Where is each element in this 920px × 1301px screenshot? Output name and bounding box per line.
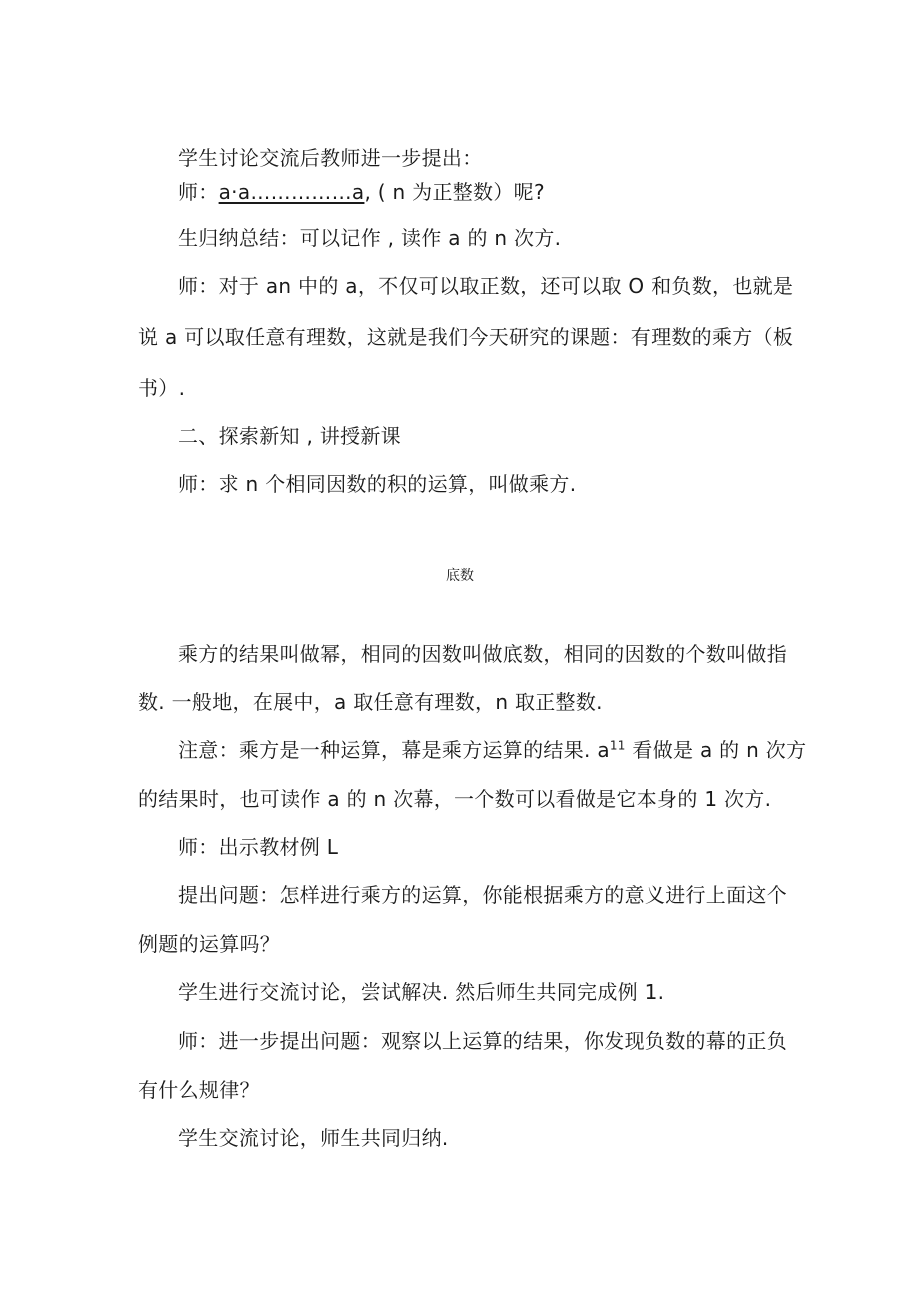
paragraph-line: 生归纳总结：可以记作 , 读作 a 的 n 次方. [178, 226, 562, 250]
paragraph-line: 数. 一般地，在展中，a 取任意有理数，n 取正整数. [138, 690, 603, 714]
paragraph-line: 乘方的结果叫做幂，相同的因数叫做底数，相同的因数的个数叫做指 [178, 642, 787, 666]
speaker-label: 师： [178, 180, 219, 204]
underlined-expression: a·a……………a [218, 180, 365, 204]
note-text: 看做是 a 的 n 次方 [625, 738, 807, 762]
paragraph-line: 的结果时，也可读作 a 的 n 次幕，一个数可以看做是它本身的 1 次方. [138, 787, 772, 811]
paragraph-line [178, 738, 807, 762]
superscript: 11 [609, 738, 626, 753]
note-text: 注意：乘方是一种运算，幕是乘方运算的结果. a [178, 738, 610, 762]
paragraph-line: 师：出示教材例 L [178, 835, 339, 859]
paragraph-line: 例题的运算吗？ [138, 932, 281, 956]
paragraph-line [178, 180, 545, 204]
paragraph-line: 学生交流讨论，师生共同归纳. [178, 1126, 449, 1150]
figure-caption: 底数 [446, 568, 474, 584]
paragraph-line: 师：对于 an 中的 a，不仅可以取正数，还可以取 O 和负数，也就是 [178, 274, 794, 298]
section-heading: 二、探索新知 , 讲授新课 [178, 424, 401, 448]
paragraph-line: 说 a 可以取任意有理数，这就是我们今天研究的课题：有理数的乘方（板 [138, 325, 794, 349]
paragraph-line: 提出问题：怎样进行乘方的运算，你能根据乘方的意义进行上面这个 [178, 883, 787, 907]
expression-note: , ( n 为正整数）呢? [364, 180, 545, 204]
paragraph-line: 有什么规律？ [138, 1078, 260, 1102]
paragraph-line: 书）. [138, 376, 186, 400]
paragraph-line: 师：求 n 个相同因数的积的运算，叫做乘方. [178, 472, 577, 496]
paragraph-line: 学生进行交流讨论，尝试解决. 然后师生共同完成例 1. [178, 980, 665, 1004]
paragraph-line: 学生讨论交流后教师进一步提出： [178, 146, 483, 170]
paragraph-line: 师：进一步提出问题：观察以上运算的结果，你发现负数的幕的正负 [178, 1029, 787, 1053]
